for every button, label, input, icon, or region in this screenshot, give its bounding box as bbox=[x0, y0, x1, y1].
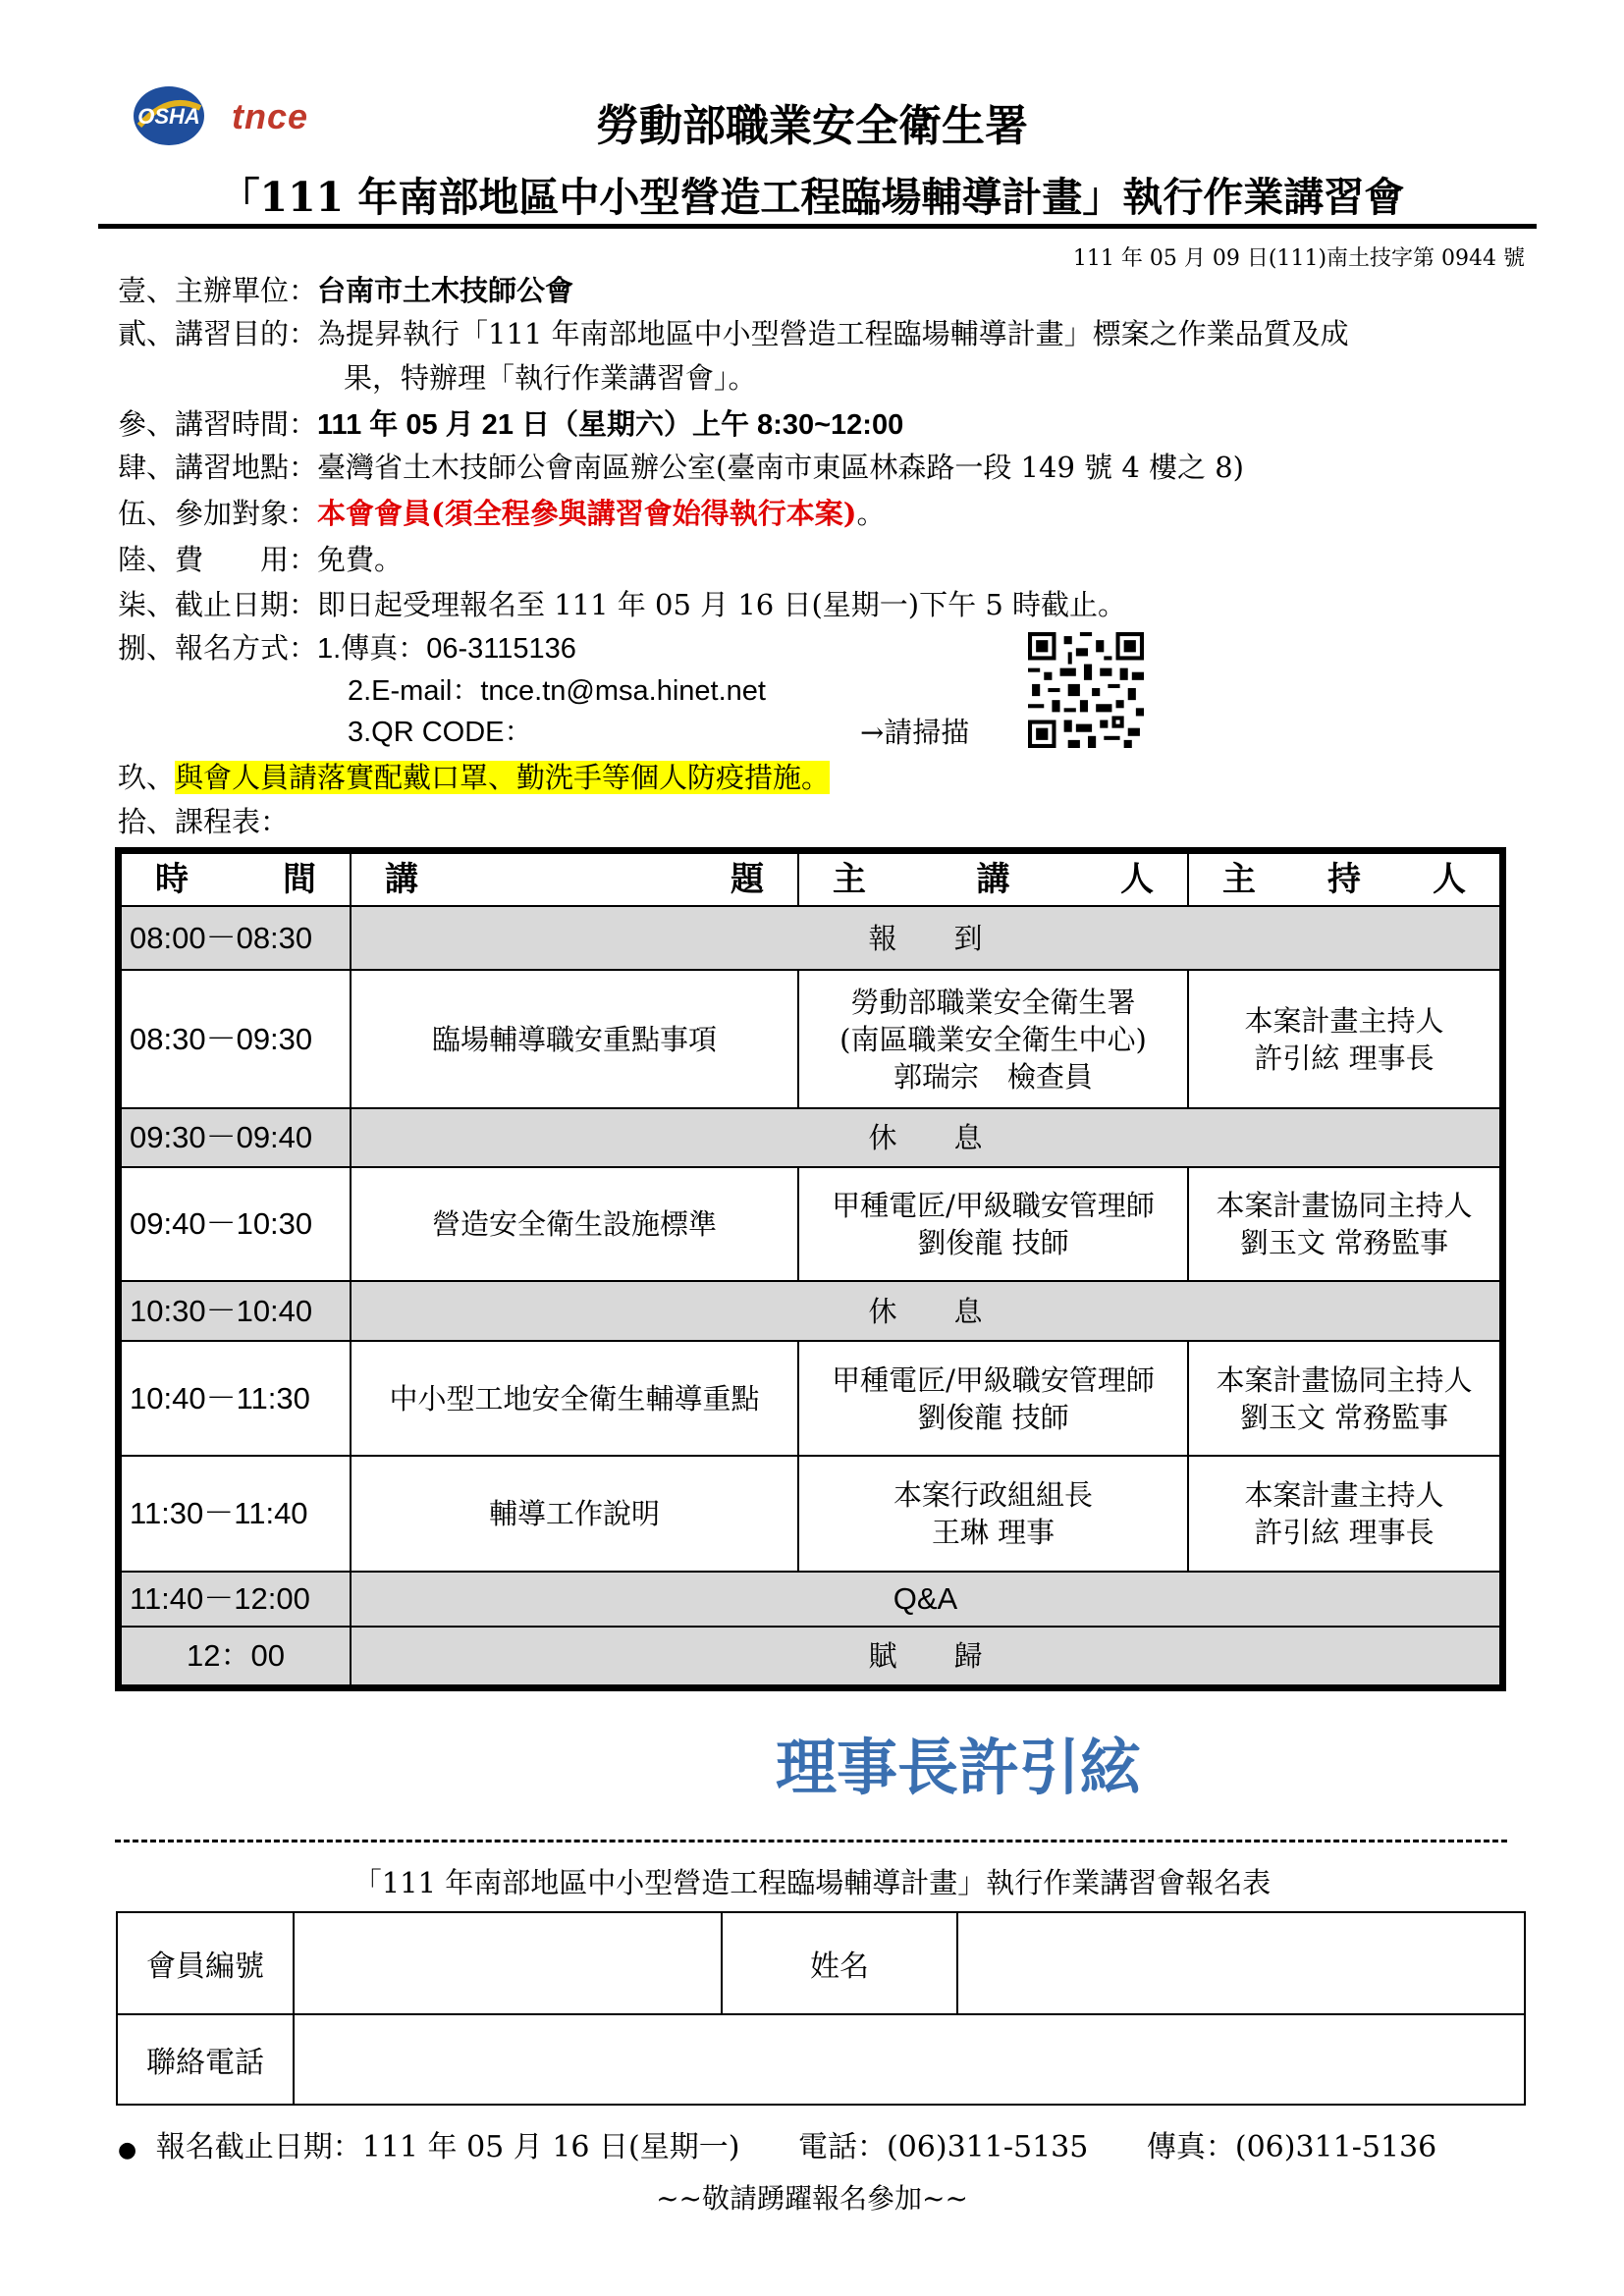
table-row: 09:40－10:30 營造安全衛生設施標準 甲種電匠/甲級職安管理師 劉俊龍 技師 本案計畫協同主持人 劉玉文 常務監事 bbox=[121, 1167, 1500, 1281]
member-no-field[interactable] bbox=[294, 1912, 722, 2014]
chairman-signature bbox=[776, 1698, 1326, 1826]
event-title: 「111 年南部地區中小型營造工程臨場輔導計畫」執行作業講習會 bbox=[219, 174, 1405, 221]
item-time: 參、講習時間：111 年 05 月 21 日（星期六）上午 8:30~12:00 bbox=[118, 407, 904, 441]
document-number: 111 年 05 月 09 日(111)南土技字第 0944 號 bbox=[1072, 246, 1525, 271]
name-field[interactable] bbox=[957, 1912, 1525, 2014]
phone-field[interactable] bbox=[294, 2014, 1525, 2105]
form-title: 「111 年南部地區中小型營造工程臨場輔導計畫」執行作業講習會報名表 bbox=[352, 1866, 1272, 1899]
bullet-icon: ● bbox=[118, 2138, 137, 2163]
table-row: 11:30－11:40 輔導工作說明 本案行政組組長 王琳 理事 本案計畫主持人 許引絃 理事長 bbox=[121, 1456, 1500, 1572]
qr-code-icon[interactable] bbox=[1025, 632, 1147, 748]
closing-note: ~~敬請踴躍報名參加~~ bbox=[656, 2182, 968, 2215]
item-purpose-cont: 果，特辦理「執行作業講習會」。 bbox=[344, 361, 757, 395]
footer-contact: ● 報名截止日期：111 年 05 月 16 日(星期一) 電話：(06)311-5135 傳真：(06)311-5136 bbox=[118, 2130, 1437, 2164]
item-audience: 伍、參加對象：本會會員(須全程參與講習會始得執行本案)。 bbox=[118, 497, 886, 530]
registration-qr-label: 3.QR CODE： bbox=[348, 717, 533, 748]
table-row: 10:40－11:30 中小型工地安全衛生輔導重點 甲種電匠/甲級職安管理師 劉俊龍 技師 本案計畫協同主持人 劉玉文 常務監事 bbox=[121, 1341, 1500, 1456]
table-row: 11:40－12:00 Q&A bbox=[121, 1572, 1500, 1627]
registration-email: 2.E-mail：tnce.tn@msa.hinet.net bbox=[348, 675, 766, 707]
member-no-label: 會員編號 bbox=[117, 1912, 294, 2014]
item-schedule-label: 拾、課程表： bbox=[118, 805, 290, 838]
item-registration: 捌、報名方式：1.傳真：06-3115136 bbox=[118, 631, 576, 665]
table-row: 08:30－09:30 臨場輔導職安重點事項 勞動部職業安全衛生署 (南區職業安全衛生中心) 郭瑞宗 檢查員 本案計畫主持人 許引絃 理事長 bbox=[121, 970, 1500, 1108]
table-row: 09:30－09:40 休 息 bbox=[121, 1108, 1500, 1167]
qr-scan-hint: →請掃描 bbox=[860, 716, 970, 749]
table-row: 10:30－10:40 休 息 bbox=[121, 1281, 1500, 1341]
schedule-table bbox=[115, 847, 1506, 1691]
tnce-logo: tnce bbox=[232, 96, 309, 136]
table-row: 12：00 賦 歸 bbox=[121, 1627, 1500, 1685]
item-organizer: 壹、主辦單位：台南市土木技師公會 bbox=[118, 274, 574, 307]
cut-line bbox=[115, 1840, 1507, 1842]
svg-text:OSHA: OSHA bbox=[137, 104, 200, 129]
header-host: 主 持 人 bbox=[1188, 853, 1500, 906]
phone-label: 聯絡電話 bbox=[117, 2014, 294, 2105]
name-label: 姓名 bbox=[722, 1912, 957, 2014]
header-time: 時 間 bbox=[121, 853, 351, 906]
item-venue: 肆、講習地點：臺灣省土木技師公會南區辦公室(臺南市東區林森路一段 149 號 4 樓之 8) bbox=[118, 451, 1244, 484]
agency-title: 勞動部職業安全衛生署 bbox=[596, 101, 1028, 151]
item-purpose: 貳、講習目的：為提昇執行「111 年南部地區中小型營造工程臨場輔導計畫」標案之作業品質及成 bbox=[118, 317, 1349, 350]
schedule-header bbox=[121, 853, 1500, 906]
svg-text:理事長許引絃: 理事長許引絃 bbox=[776, 1732, 1142, 1803]
header-divider bbox=[98, 224, 1537, 229]
header-topic: 講 題 bbox=[351, 853, 798, 906]
header-speaker: 主 講 人 bbox=[798, 853, 1188, 906]
item-epidemic: 玖、與會人員請落實配戴口罩、勤洗手等個人防疫措施。 bbox=[118, 761, 831, 794]
item-fee: 陸、費 用：免費。 bbox=[118, 543, 404, 576]
table-row: 08:00－08:30 報 到 bbox=[121, 906, 1500, 970]
registration-form bbox=[116, 1911, 1526, 2106]
item-deadline: 柒、截止日期：即日起受理報名至 111 年 05 月 16 日(星期一)下午 5 時截止。 bbox=[118, 588, 1126, 621]
